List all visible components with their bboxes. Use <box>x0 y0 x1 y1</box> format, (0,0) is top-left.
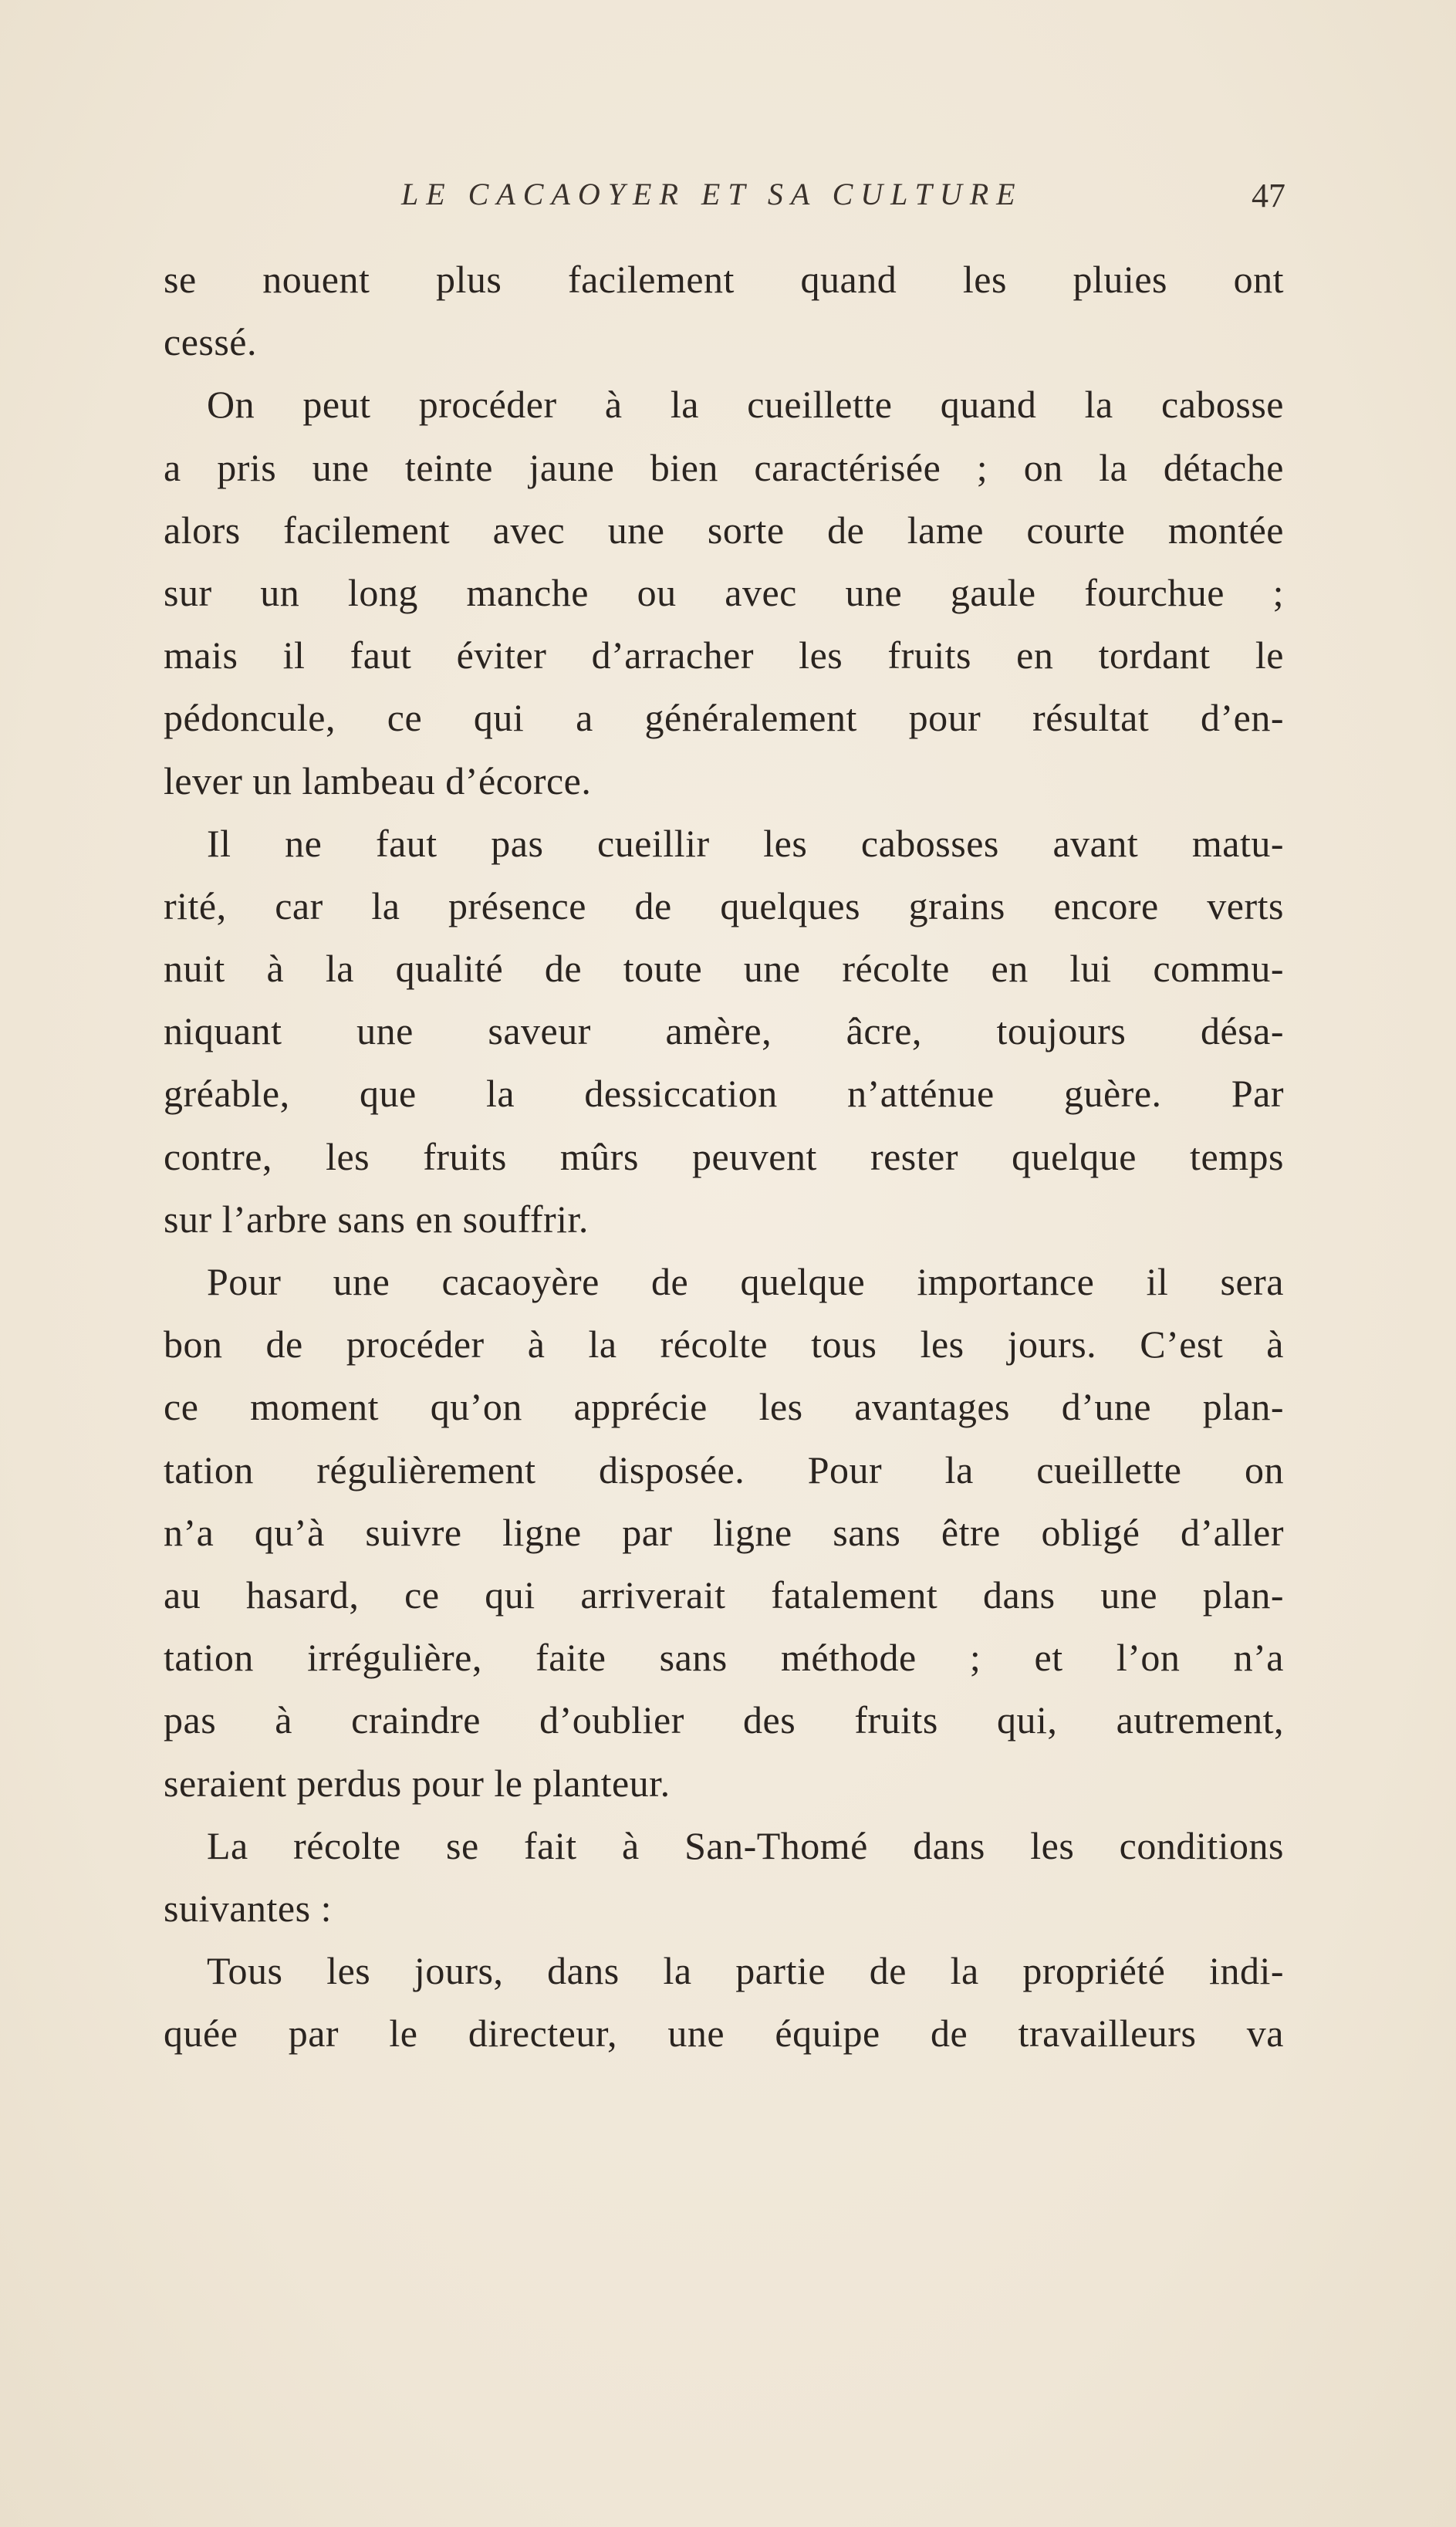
page-number: 47 <box>1252 177 1285 215</box>
text-line: pédoncule, ce qui a généralement pour résultat d’en- <box>164 696 1284 740</box>
text-line: Il ne faut pas cueillir les cabosses avant matu- <box>207 821 1284 865</box>
text-line: alors facilement avec une sorte de lame courte montée <box>164 508 1284 552</box>
text-line: au hasard, ce qui arriverait fatalement dans une plan- <box>164 1573 1284 1617</box>
text-line: n’a qu’à suivre ligne par ligne sans être obligé d’aller <box>164 1510 1284 1554</box>
text-line: rité, car la présence de quelques grains encore verts <box>164 883 1284 927</box>
text-line: Pour une cacaoyère de quelque importance il sera <box>207 1260 1284 1303</box>
text-line: suivantes : <box>164 1886 332 1930</box>
text-line: a pris une teinte jaune bien caractérisée ; on la détache <box>164 445 1284 489</box>
text-line: sur un long manche ou avec une gaule fourchue ; <box>164 570 1284 614</box>
text-line: lever un lambeau d’écorce. <box>164 758 592 802</box>
page-header <box>0 176 1456 222</box>
text-line: se nouent plus facilement quand les pluies ont <box>164 258 1284 301</box>
text-line: On peut procéder à la cueillette quand la cabosse <box>207 383 1284 427</box>
text-line: tation régulièrement disposée. Pour la cueillette on <box>164 1448 1284 1492</box>
text-line: ce moment qu’on apprécie les avantages d’une plan- <box>164 1385 1284 1429</box>
text-line: La récolte se fait à San-Thomé dans les conditions <box>207 1823 1284 1867</box>
text-line: pas à craindre d’oublier des fruits qui, autrement, <box>164 1698 1284 1742</box>
running-title: LE CACAOYER ET SA CULTURE <box>401 177 1023 211</box>
text-line: bon de procéder à la récolte tous les jours. C’est à <box>164 1323 1284 1367</box>
text-line: cessé. <box>164 320 257 364</box>
text-line: gréable, que la dessiccation n’atténue guère. Par <box>164 1072 1284 1116</box>
text-line: quée par le directeur, une équipe de travailleurs va <box>164 2012 1284 2056</box>
text-line: nuit à la qualité de toute une récolte en lui commu- <box>164 947 1284 991</box>
text-line: Tous les jours, dans la partie de la propriété indi- <box>207 1949 1284 1993</box>
text-line: contre, les fruits mûrs peuvent rester quelque temps <box>164 1134 1284 1178</box>
text-line: niquant une saveur amère, âcre, toujours désa- <box>164 1009 1284 1053</box>
body-text <box>164 248 1284 2065</box>
text-line: seraient perdus pour le planteur. <box>164 1761 671 1805</box>
text-line: tation irrégulière, faite sans méthode ; et l’on n’a <box>164 1636 1284 1680</box>
text-line: mais il faut éviter d’arracher les fruits en tordant le <box>164 633 1284 677</box>
text-line: sur l’arbre sans en souffrir. <box>164 1197 589 1241</box>
